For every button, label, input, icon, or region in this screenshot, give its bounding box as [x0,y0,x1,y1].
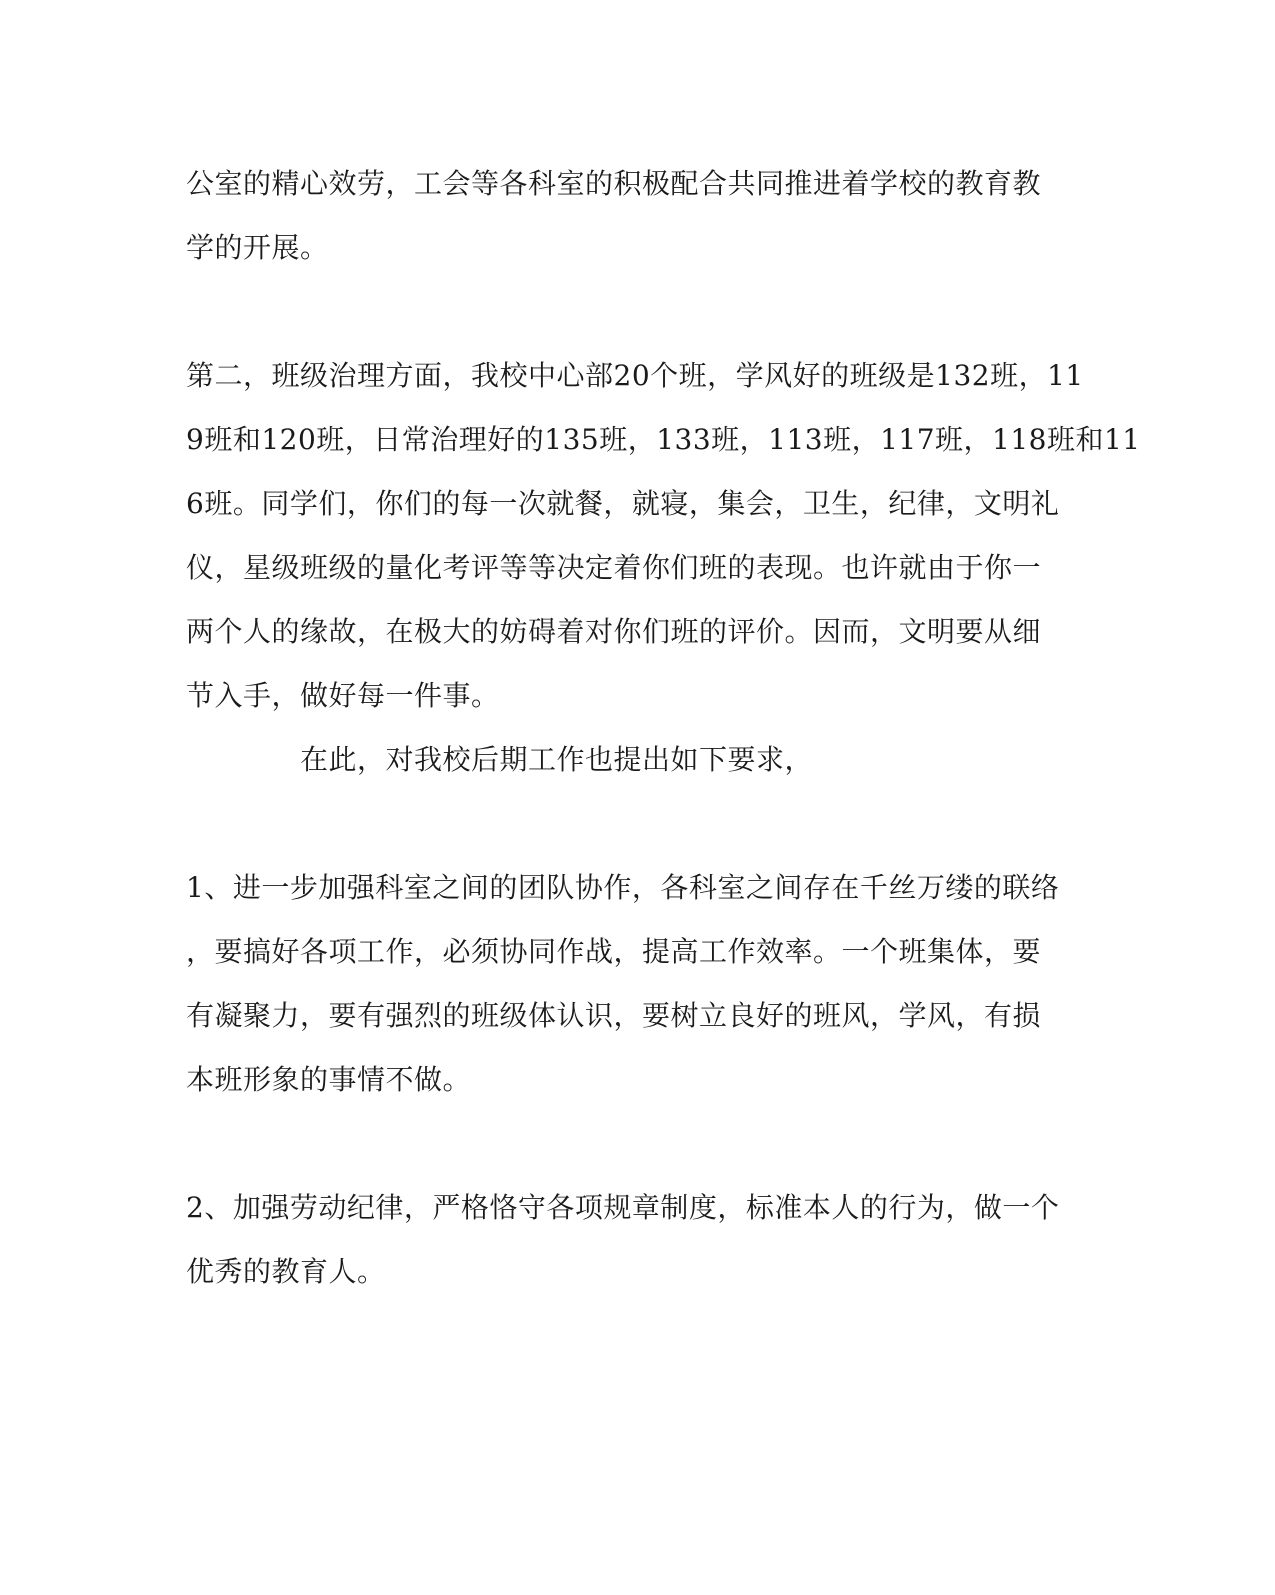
text-line: 公室的精心效劳，工会等各科室的积极配合共同推进着学校的教育教 [186,167,1042,200]
text-line: 两个人的缘故，在极大的妨碍着对你们班的评价。因而，文明要从细 [186,615,1042,648]
text-line: 本班形象的事情不做。 [186,1063,472,1096]
text-line: 在此，对我校后期工作也提出如下要求， [300,743,814,776]
text-line: 有凝聚力，要有强烈的班级体认识，要树立良好的班风，学风，有损 [186,999,1042,1032]
text-line: 节入手，做好每一件事。 [186,679,500,712]
text-line: 学的开展。 [186,231,329,264]
text-line: 1、进一步加强科室之间的团队协作，各科室之间存在千丝万缕的联络 [186,871,1060,904]
text-line: 优秀的教育人。 [186,1255,386,1288]
text-line: 2、加强劳动纪律，严格恪守各项规章制度，标准本人的行为，做一个 [186,1191,1060,1224]
text-line: 第二，班级治理方面，我校中心部20个班，学风好的班级是132班，11 [186,359,1084,392]
text-line: 9班和120班，日常治理好的135班，133班，113班，117班，118班和11 [186,423,1141,456]
text-line: 6班。同学们，你们的每一次就餐，就寝，集会，卫生，纪律，文明礼 [186,487,1060,520]
text-line: 仪，星级班级的量化考评等等决定着你们班的表现。也许就由于你一 [186,551,1042,584]
text-line: ，要搞好各项工作，必须协同作战，提高工作效率。一个班集体，要 [186,935,1042,968]
